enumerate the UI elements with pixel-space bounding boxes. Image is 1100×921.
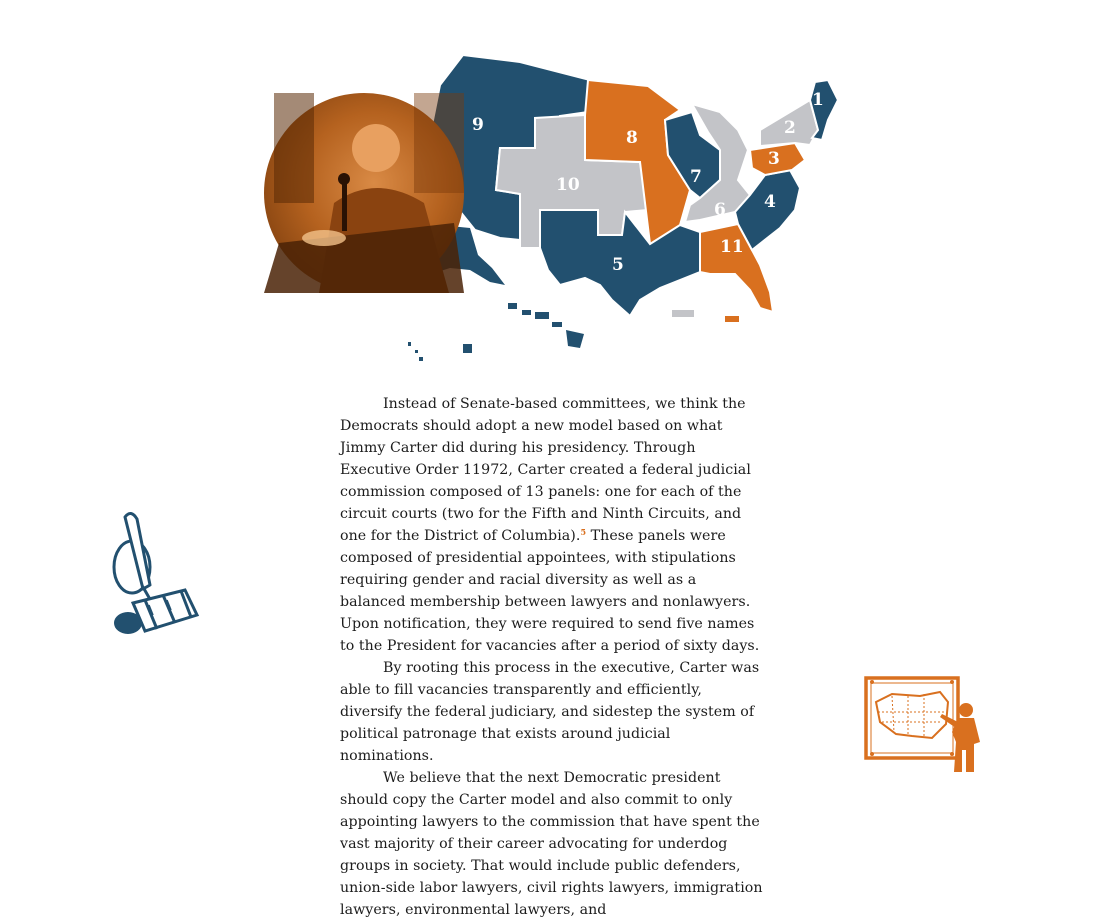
circuit-label-6: 6 bbox=[714, 200, 726, 220]
puerto-rico-region bbox=[672, 310, 694, 317]
virgin-islands-region bbox=[725, 316, 739, 322]
article-body bbox=[340, 393, 765, 921]
circuit-label-4: 4 bbox=[764, 192, 776, 212]
circuit-label-1: 1 bbox=[812, 90, 824, 110]
circuit-label-2: 2 bbox=[784, 118, 796, 138]
circuit-label-3: 3 bbox=[768, 149, 780, 169]
hawaii-islands bbox=[408, 303, 584, 361]
paragraph-1 bbox=[340, 393, 765, 657]
paragraph-3: We believe that the next Democratic president should copy the Carter model and also commit to only appointing lawyers to the commission that have spent the vast majority of their career advocating for underdog groups in society. That would include public defenders, union-side labor lawyers, civil rights lawyers, immigration lawyers, environmental lawyers, and bbox=[340, 770, 763, 918]
gavel-icon bbox=[105, 505, 210, 640]
circuit-label-10: 10 bbox=[556, 175, 580, 195]
circuit-label-5: 5 bbox=[612, 255, 624, 275]
map-teacher-icon bbox=[862, 672, 992, 780]
paragraph-2: By rooting this process in the executive, Carter was able to fill vacancies transparently and efficiently, diversify the federal judiciary, and sidestep the system of political patronage that exists around judicial nominations. bbox=[340, 660, 760, 764]
footnote-marker[interactable]: 5 bbox=[580, 527, 587, 537]
paragraph-1-text: Instead of Senate-based committees, we think the Democrats should adopt a new model based on what Jimmy Carter did during his presidency. Through Executive Order 11972, Carter created a federal judicial commission composed of 13 panels: one for each of the circuit courts (two for the Fifth and Ninth Circuits, and one for the District of Columbia). bbox=[340, 396, 751, 544]
circuit-label-8: 8 bbox=[626, 128, 638, 148]
circuit-label-7: 7 bbox=[690, 167, 702, 187]
carter-signing-photo bbox=[264, 93, 464, 293]
paragraph-1-tail: These panels were composed of presidential appointees, with stipulations requiring gender and racial diversity as well as a balanced membership between lawyers and nonlawyers. Upon notification, they were required to send five names to the President for vacancies after a period of sixty days. bbox=[340, 528, 760, 654]
circuit-label-11: 11 bbox=[720, 237, 744, 257]
circuit-label-9: 9 bbox=[472, 115, 484, 135]
